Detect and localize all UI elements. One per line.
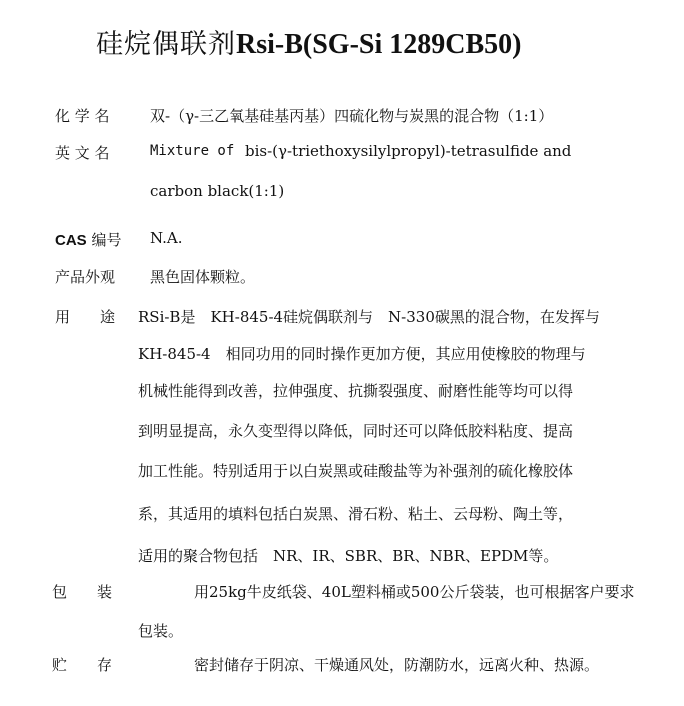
- english-name-label: 英 文 名: [55, 144, 110, 162]
- storage-label: 贮 存: [52, 656, 113, 674]
- cas-label-text: 编号: [91, 231, 122, 249]
- packaging-line-1: 用25kg牛皮纸袋、40L塑料桶或500公斤袋装，也可根据客户要求: [194, 583, 635, 601]
- appearance-label: 产品外观: [55, 268, 116, 286]
- usage-line-4: 到明显提高，永久变型得以降低，同时还可以降低胶料粘度、提高: [138, 422, 574, 440]
- chem-name-label: 化 学 名: [55, 107, 110, 125]
- usage-line-6: 系，其适用的填料包括白炭黑、滑石粉、粘土、云母粉、陶土等，: [138, 505, 574, 523]
- page-title: [96, 22, 521, 61]
- appearance-value: 黑色固体颗粒。: [150, 268, 256, 286]
- usage-label: 用 途: [55, 308, 116, 326]
- usage-line-5: 加工性能。特别适用于以白炭黑或硅酸盐等为补强剂的硫化橡胶体: [138, 462, 574, 480]
- cas-label: [55, 229, 121, 250]
- packaging-label: 包 装: [52, 583, 113, 601]
- usage-line-2: KH-845-4 相同功用的同时操作更加方便，其应用使橡胶的物理与: [138, 345, 586, 363]
- english-name-line1: bis-(γ-triethoxysilylpropyl)-tetrasulfide and: [245, 142, 572, 160]
- cas-value: N.A.: [150, 229, 183, 247]
- english-name-line2: carbon black(1:1): [150, 182, 285, 200]
- usage-line-7: 适用的聚合物包括 NR、IR、SBR、BR、NBR、EPDM等。: [138, 547, 559, 565]
- chem-name-value: 双-（γ-三乙氧基硅基丙基）四硫化物与炭黑的混合物（1:1）: [150, 107, 554, 125]
- packaging-line-2: 包装。: [138, 622, 184, 640]
- usage-line-1: RSi-B是 KH-845-4硅烷偶联剂与 N-330碳黑的混合物，在发挥与: [138, 308, 600, 326]
- cas-label-bold: CAS: [55, 232, 87, 249]
- storage-value: 密封储存于阴凉、干燥通风处，防潮防水，远离火种、热源。: [194, 656, 600, 674]
- english-name-prefix: Mixture of: [150, 143, 235, 159]
- title-en: Rsi-B(SG-Si 1289CB50): [236, 29, 522, 60]
- title-cn: 硅烷偶联剂: [96, 29, 236, 60]
- usage-line-3: 机械性能得到改善，拉伸强度、抗撕裂强度、耐磨性能等均可以得: [138, 382, 574, 400]
